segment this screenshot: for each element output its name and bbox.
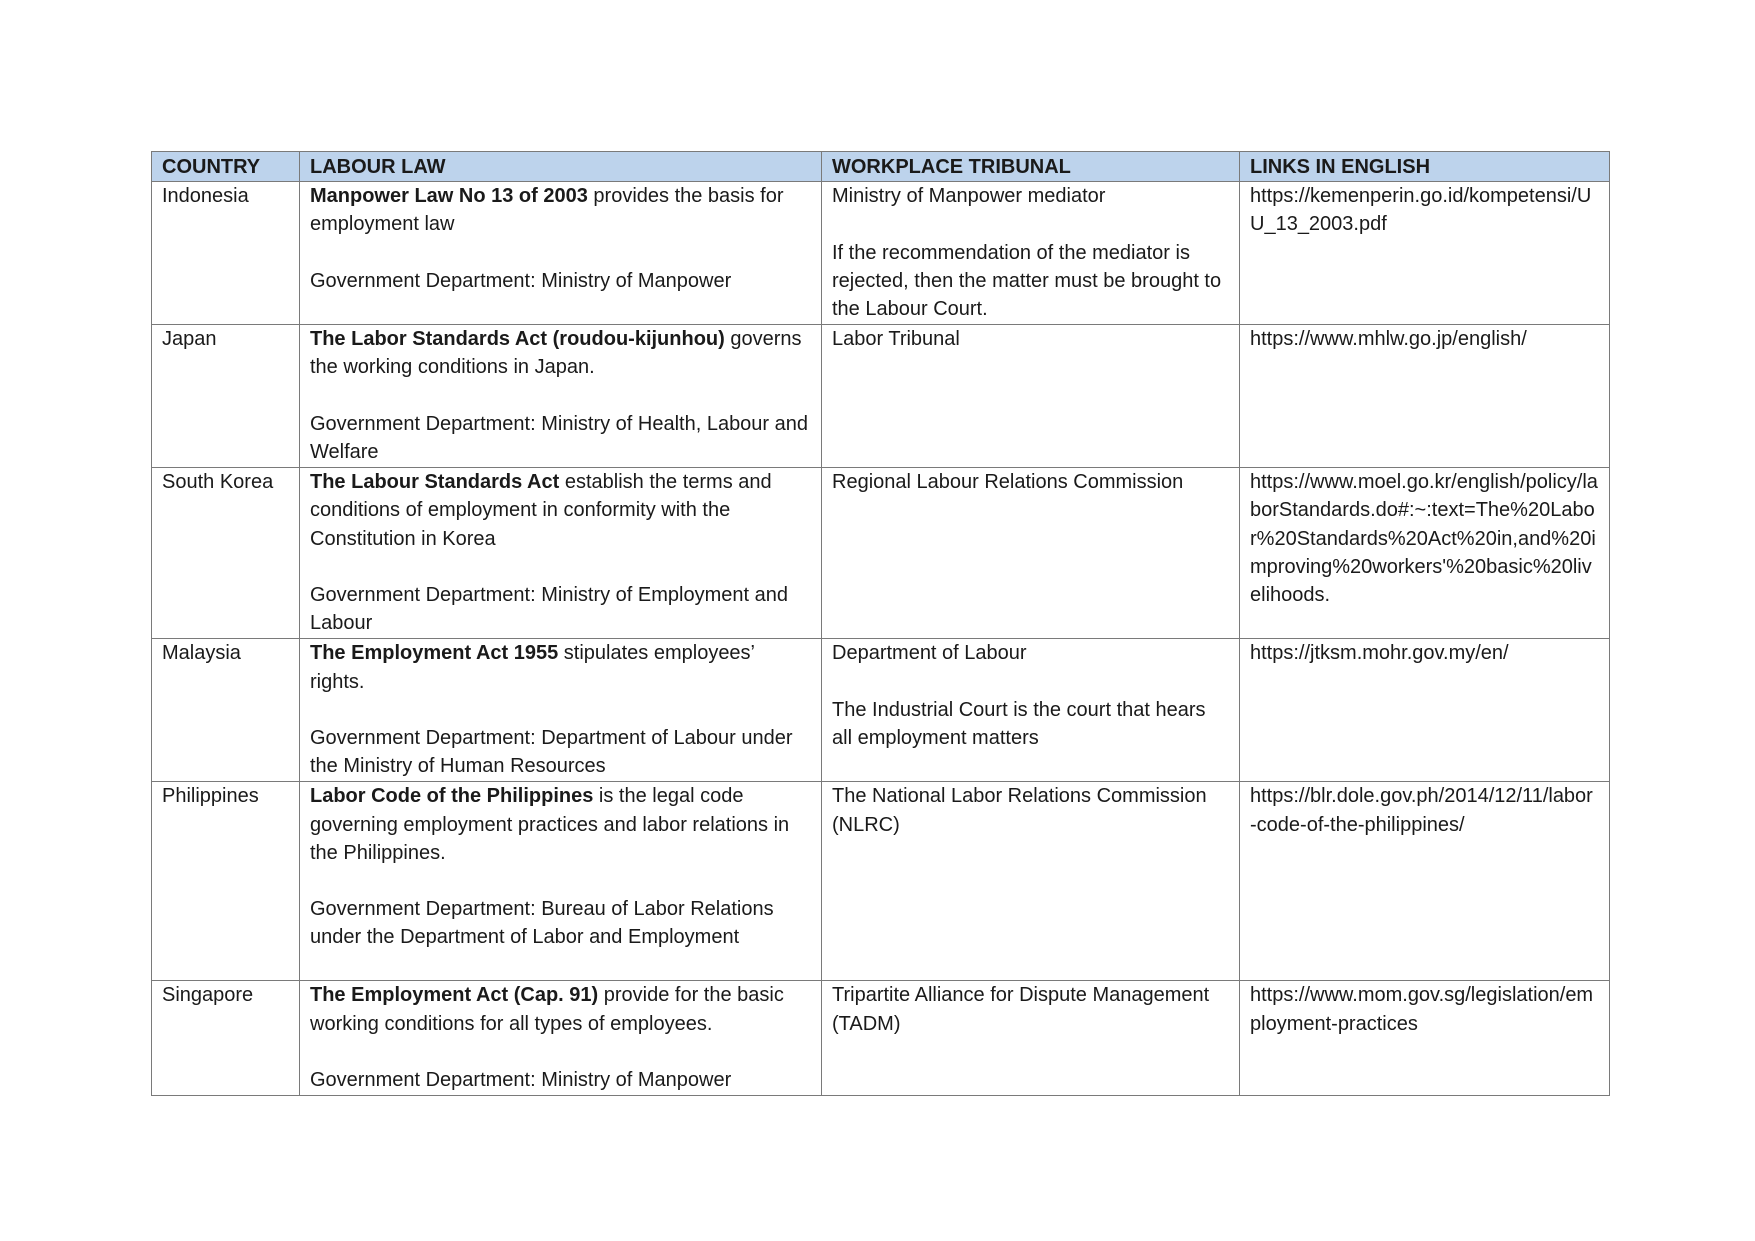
link-cell: [1240, 325, 1610, 468]
tribunal-cell: [822, 981, 1240, 1096]
tribunal-note: If the recommendation of the mediator is rejected, then the matter must be brought to the Labour Court.: [832, 241, 1222, 320]
country-cell: South Korea: [152, 468, 300, 639]
labour-law-cell: [300, 325, 822, 468]
country-cell: Malaysia: [152, 639, 300, 782]
table-header-row: [152, 152, 1610, 182]
labour-law-table: [151, 151, 1610, 1096]
law-text: governs the working conditions in Japan.: [310, 328, 802, 379]
english-link: https://blr.dole.gov.ph/2014/12/11/labor-code-of-the-philippines/: [1250, 785, 1593, 836]
link-cell: [1240, 782, 1610, 981]
english-link: https://www.mhlw.go.jp/english/: [1250, 328, 1527, 351]
tribunal-name: Labor Tribunal: [832, 328, 960, 351]
tribunal-name: Regional Labour Relations Commission: [832, 471, 1184, 494]
law-description: [310, 981, 811, 1037]
law-title: The Employment Act 1955: [310, 642, 559, 665]
link-cell: [1240, 639, 1610, 782]
labour-law-cell: [300, 468, 822, 639]
tribunal-cell: [822, 182, 1240, 325]
labour-law-cell: [300, 639, 822, 782]
country-cell: Japan: [152, 325, 300, 468]
government-department: Government Department: Ministry of Health, Labour and Welfare: [310, 412, 809, 463]
link-cell: [1240, 182, 1610, 325]
tribunal-cell: [822, 325, 1240, 468]
law-description: [310, 325, 811, 381]
table-row: [152, 639, 1610, 782]
link-cell: [1240, 981, 1610, 1096]
government-department: Government Department: Ministry of Manpower: [310, 1069, 732, 1091]
law-text: stipulates employees’ rights.: [310, 642, 755, 693]
header-links-in-english: LINKS IN ENGLISH: [1240, 152, 1610, 182]
government-department: Government Department: Ministry of Manpower: [310, 269, 732, 292]
tribunal-cell: [822, 639, 1240, 782]
header-labour-law: LABOUR LAW: [300, 152, 822, 182]
law-text: provide for the basic working conditions for all types of employees.: [310, 984, 784, 1035]
tribunal-name: Department of Labour: [832, 642, 1027, 665]
country-cell: Singapore: [152, 981, 300, 1096]
law-description: [310, 182, 811, 238]
law-text: provides the basis for employment law: [310, 185, 784, 236]
law-description: [310, 782, 811, 867]
table-row: [152, 182, 1610, 325]
english-link: https://www.moel.go.kr/english/policy/laborStandards.do#:~:text=The%20Labor%20Standards%20Act%20in,and%20improving%20workers'%20basic%20livelihoods.: [1250, 471, 1598, 607]
government-department: Government Department: Department of Labour under the Ministry of Human Resources: [310, 727, 793, 778]
law-title: Labor Code of the Philippines: [310, 785, 594, 808]
table-row: [152, 782, 1610, 981]
link-cell: [1240, 468, 1610, 639]
tribunal-cell: [822, 468, 1240, 639]
law-description: [310, 468, 811, 553]
tribunal-note: The Industrial Court is the court that hears all employment matters: [832, 698, 1206, 749]
tribunal-name: Ministry of Manpower mediator: [832, 185, 1106, 208]
table-row: [152, 468, 1610, 639]
law-title: The Employment Act (Cap. 91): [310, 984, 599, 1007]
law-title: Manpower Law No 13 of 2003: [310, 185, 588, 208]
law-title: The Labor Standards Act (roudou-kijunhou): [310, 328, 725, 351]
tribunal-name: The National Labor Relations Commission (NLRC): [832, 785, 1207, 836]
government-department: Government Department: Ministry of Employment and Labour: [310, 584, 788, 635]
labour-law-cell: [300, 782, 822, 981]
table-row: [152, 981, 1610, 1096]
government-department: Government Department: Bureau of Labor Relations under the Department of Labor and Employment: [310, 898, 774, 949]
country-cell: Philippines: [152, 782, 300, 981]
tribunal-name: Tripartite Alliance for Dispute Management (TADM): [832, 984, 1210, 1035]
english-link: https://www.mom.gov.sg/legislation/employment-practices: [1250, 984, 1594, 1035]
header-workplace-tribunal: WORKPLACE TRIBUNAL: [822, 152, 1240, 182]
law-title: The Labour Standards Act: [310, 471, 560, 494]
country-cell: Indonesia: [152, 182, 300, 325]
labour-law-cell: [300, 981, 822, 1096]
law-text: is the legal code governing employment practices and labor relations in the Philippines.: [310, 785, 790, 864]
english-link: https://kemenperin.go.id/kompetensi/UU_13_2003.pdf: [1250, 185, 1592, 236]
law-text: establish the terms and conditions of employment in conformity with the Constitution in Korea: [310, 471, 772, 550]
table-row: [152, 325, 1610, 468]
header-country: COUNTRY: [152, 152, 300, 182]
law-description: [310, 639, 811, 695]
english-link: https://jtksm.mohr.gov.my/en/: [1250, 642, 1509, 665]
labour-law-cell: [300, 182, 822, 325]
tribunal-cell: [822, 782, 1240, 981]
